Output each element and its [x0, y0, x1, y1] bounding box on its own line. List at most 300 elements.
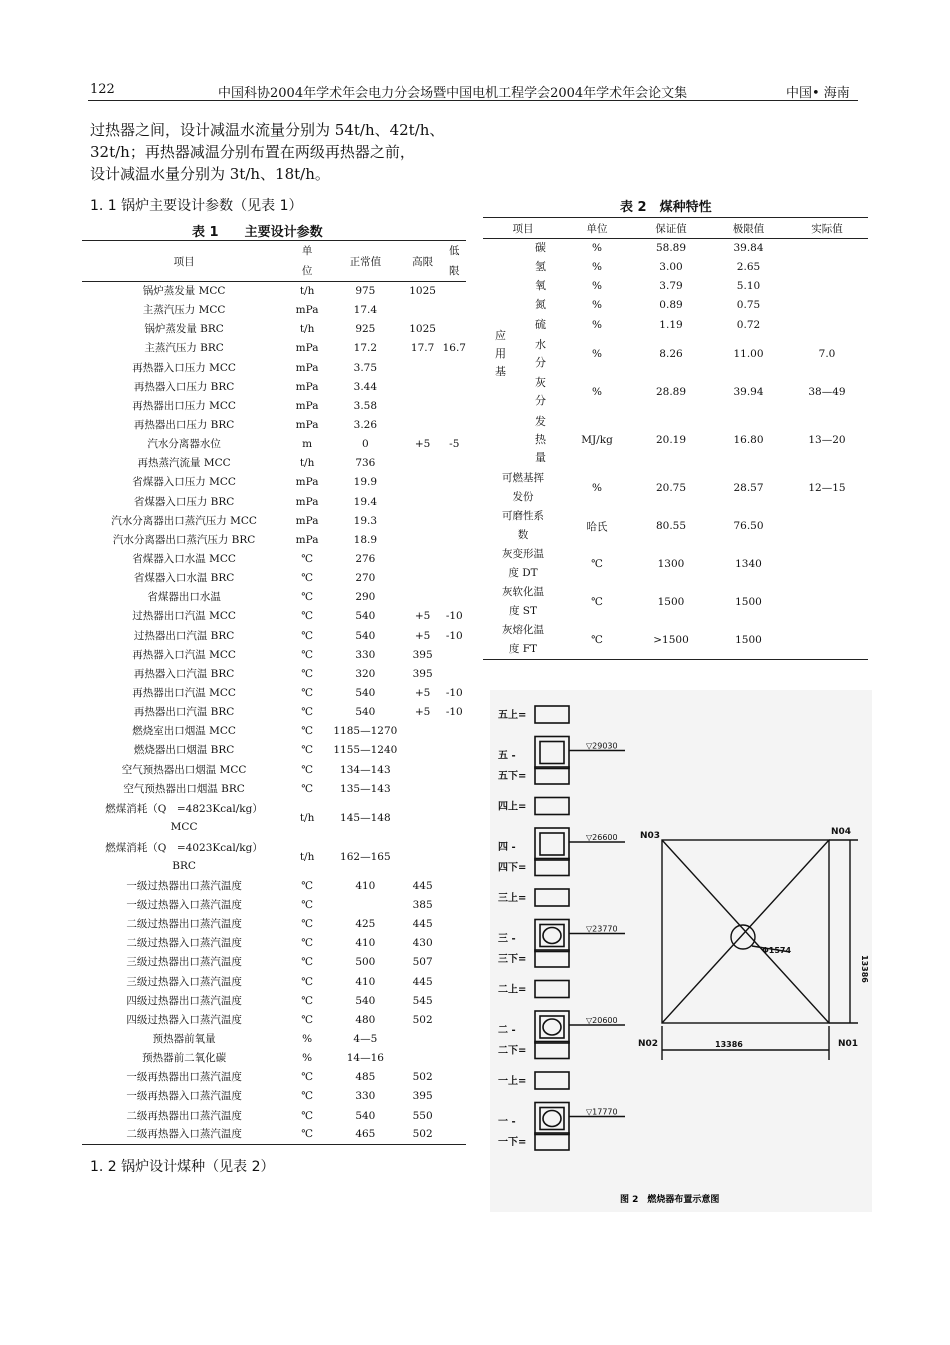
table1-cell-normal: 465 — [355, 1128, 376, 1141]
table1-cell-high — [403, 588, 443, 607]
table2-cell-limit: 1340 — [735, 558, 762, 570]
intro-line: 过热器之间，设计减温水流量分别为 54t/h、42t/h、 — [90, 121, 445, 139]
table1-cell-unit: ℃ — [301, 956, 313, 969]
table1-cell-low — [443, 798, 466, 837]
table1-row — [82, 1106, 466, 1125]
table1-row — [82, 282, 466, 301]
table1-cell-normal: 17.2 — [353, 342, 378, 355]
table1-cell-item: 燃烧室出口烟温 MCC — [132, 725, 236, 738]
table2-cell-sub: 硫 — [535, 318, 546, 331]
elevation-label: ▽20600 — [586, 1016, 618, 1025]
table1-cell-low — [443, 588, 466, 607]
table2-row — [483, 277, 868, 295]
page-number: 122 — [90, 82, 115, 97]
table1-row — [82, 953, 466, 972]
table1-cell-unit: mPa — [295, 380, 319, 393]
table1-cell-item: 主蒸汽压力 MCC — [142, 304, 226, 317]
table1-cell-unit: ℃ — [301, 610, 313, 623]
table1-cell-item: 三级过热器出口蒸汽温度 — [126, 956, 242, 969]
table1-cell-low: -10 — [445, 610, 463, 623]
table1-cell-low — [443, 953, 466, 972]
table1-row — [82, 703, 466, 722]
table1-cell-high: 550 — [412, 1109, 433, 1122]
table1-cell-high: 507 — [412, 956, 433, 969]
table1-cell-unit: ℃ — [301, 879, 313, 892]
table1-row — [82, 760, 466, 779]
table1-cell-normal: 500 — [355, 956, 376, 969]
header-rule — [88, 100, 858, 101]
table1-cell-high — [403, 798, 443, 837]
table1-cell-unit: % — [302, 1052, 313, 1065]
table1-row — [82, 915, 466, 934]
table1-cell-item: 空气预热器出口烟温 MCC — [121, 763, 247, 776]
table1-cell-unit: ℃ — [301, 667, 313, 680]
table1-cell-unit: mPa — [295, 399, 319, 412]
corner-label: N04 — [831, 827, 852, 837]
table1-cell-unit: ℃ — [301, 687, 313, 700]
table1-header-row — [82, 241, 466, 282]
table2-cell-actual: 38—49 — [808, 386, 846, 398]
table1-row — [82, 1029, 466, 1048]
table1-cell-low — [443, 741, 466, 760]
table2-cell-item: 可磨性系 数 — [502, 510, 544, 541]
table1-cell-normal: 290 — [355, 591, 376, 604]
table2-cell-guarantee: 20.19 — [655, 434, 687, 446]
table2-header-unit: 单位 — [563, 218, 631, 239]
table1-cell-normal: 485 — [355, 1071, 376, 1084]
table1-row — [82, 377, 466, 396]
table1-cell-unit: ℃ — [301, 591, 313, 604]
table1-cell-unit: ℃ — [301, 648, 313, 661]
table1-row — [82, 1049, 466, 1068]
table1-cell-normal: 330 — [355, 1090, 376, 1103]
table2-cell-unit: % — [592, 280, 602, 292]
table2-cell-sub: 氮 — [535, 298, 546, 311]
table1-row — [82, 798, 466, 837]
table2-row — [483, 335, 868, 373]
table2-cell-limit: 0.72 — [736, 319, 761, 331]
table1-cell-unit: t/h — [299, 811, 315, 824]
table1-cell-high: +5 — [414, 687, 431, 700]
table1-cell-unit: mPa — [295, 476, 319, 489]
table1-cell-item: 再热器出口汽温 MCC — [132, 687, 236, 700]
table1-cell-high — [403, 473, 443, 492]
table1-cell-low — [443, 722, 466, 741]
table1-cell-low — [443, 396, 466, 415]
table1-cell-item: 预热器前氧量 — [152, 1032, 216, 1045]
table1-cell-high: 395 — [412, 667, 433, 680]
table1-cell-item: 汽水分离器出口蒸汽压力 BRC — [112, 533, 256, 546]
table1-row — [82, 876, 466, 895]
table1-cell-low — [443, 1029, 466, 1048]
table1-cell-item: 四级过热器出口蒸汽温度 — [126, 994, 242, 1007]
width-dimension: 13386 — [715, 1040, 743, 1049]
table1-row — [82, 492, 466, 511]
table1-cell-normal: 540 — [355, 629, 376, 642]
table1-cell-unit: ℃ — [301, 782, 313, 795]
table1-cell-low: 16.7 — [442, 342, 466, 355]
table1-row — [82, 741, 466, 760]
table2-cell-unit: % — [592, 242, 602, 254]
table2-row — [483, 373, 868, 411]
table1-cell-normal: 19.9 — [353, 476, 378, 489]
burner-level-label: 一下= — [498, 1137, 527, 1148]
table1-cell-high: 385 — [412, 899, 433, 911]
table1-cell-item: 省煤器入口水温 BRC — [133, 572, 235, 585]
table1-cell-item: 四级过热器入口蒸汽温度 — [126, 1013, 242, 1026]
table1-cell-item: 省煤器入口压力 BRC — [133, 495, 235, 508]
table1-cell-item: 省煤器入口压力 MCC — [132, 476, 236, 489]
table1-cell-high — [403, 492, 443, 511]
table1-cell-normal: 3.75 — [353, 361, 378, 374]
table1-cell-low — [443, 1010, 466, 1029]
table1-cell-low: -10 — [445, 687, 463, 700]
table1-cell-normal: 3.44 — [353, 380, 378, 393]
table1-cell-low — [443, 1068, 466, 1087]
table1-cell-unit: mPa — [295, 533, 319, 546]
table1-cell-item: 过热器出口汽温 MCC — [132, 610, 236, 623]
table1-cell-low — [443, 282, 466, 301]
table1-cell-normal: 410 — [355, 975, 376, 988]
burner-level-label: 一上= — [498, 1076, 527, 1087]
table1-cell-unit: t/h — [299, 457, 315, 470]
table1-cell-low — [443, 876, 466, 895]
table2-cell-actual — [786, 507, 868, 545]
table1-cell-item: 再热器入口汽温 BRC — [133, 667, 235, 680]
table1-cell-low — [443, 645, 466, 664]
burner-level-label: 二上= — [498, 984, 527, 996]
table1-row — [82, 549, 466, 568]
table1-cell-item: 燃煤消耗（Q =4023Kcal/kg） BRC — [105, 841, 263, 872]
table1-cell-unit: ℃ — [301, 1128, 313, 1141]
table1-cell-unit: ℃ — [301, 725, 313, 738]
table1-cell-item: 二级再热器出口蒸汽温度 — [126, 1109, 242, 1122]
table1-cell-high — [403, 358, 443, 377]
table1-row — [82, 934, 466, 953]
table2-cell-item: 灰软化温 度 ST — [502, 586, 544, 617]
table1-cell-unit: mPa — [295, 361, 319, 374]
table2-cell-actual — [786, 257, 868, 277]
table1-cell-high — [403, 454, 443, 473]
table1-cell-normal: 736 — [355, 457, 376, 470]
journal-location: 中国• 海南 — [786, 86, 850, 101]
table1-cell-low — [443, 415, 466, 434]
table1-cell-high: 395 — [412, 1090, 433, 1103]
table1-cell-high — [403, 1029, 443, 1048]
table1-cell-unit: mPa — [295, 419, 319, 432]
table1-header-high: 高限 — [403, 241, 443, 282]
table2-header-item: 项目 — [483, 218, 563, 239]
table1-cell-normal: 540 — [355, 687, 376, 700]
table1-cell-normal: 14—16 — [346, 1052, 384, 1065]
table1-cell-item: 再热器入口压力 MCC — [132, 361, 236, 374]
table1-cell-normal: 145—148 — [340, 811, 391, 824]
table2-cell-actual — [786, 295, 868, 315]
table1-row — [82, 339, 466, 358]
table1-cell-high — [403, 396, 443, 415]
table1-cell-high — [403, 549, 443, 568]
table2-row — [483, 469, 868, 507]
table1-row — [82, 511, 466, 530]
table1-cell-low — [443, 1087, 466, 1106]
table1-cell-high: 545 — [412, 994, 433, 1007]
table1-cell-item: 预热器前二氧化碳 — [142, 1052, 227, 1065]
table2-cell-actual — [786, 545, 868, 583]
table2-cell-limit: 0.75 — [736, 299, 761, 311]
table1-cell-normal: 19.3 — [353, 514, 378, 527]
table1-cell-normal — [328, 895, 403, 914]
table1-row — [82, 664, 466, 683]
section-heading-1-1: 1. 1 锅炉主要设计参数（见表 1） — [90, 198, 303, 214]
table1-cell-normal: 17.4 — [353, 304, 378, 317]
table1-header-unit: 单 位 — [286, 241, 328, 282]
table1-row — [82, 358, 466, 377]
table2-header-row — [483, 218, 868, 239]
table1-cell-unit: mPa — [295, 514, 319, 527]
table1-cell-unit: ℃ — [301, 1071, 313, 1084]
height-dimension: 13386 — [860, 955, 869, 983]
table1-cell-normal: 19.4 — [353, 495, 378, 508]
table2-cell-unit: ℃ — [591, 634, 603, 646]
table1-row — [82, 991, 466, 1010]
intro-line: 设计减温水量分别为 3t/h、18t/h。 — [90, 165, 330, 183]
table2-cell-sub: 灰 分 — [535, 376, 546, 407]
design-parameters-table — [82, 240, 466, 1145]
table1-cell-item: 二级再热器入口蒸汽温度 — [126, 1128, 242, 1141]
intro-line: 32t/h；再热器减温分别布置在两级再热器之前， — [90, 143, 415, 161]
table1-cell-normal: 540 — [355, 1109, 376, 1122]
table1-cell-low — [443, 991, 466, 1010]
table1-cell-high — [403, 760, 443, 779]
table1-cell-low — [443, 915, 466, 934]
table2-row — [483, 545, 868, 583]
table1-cell-unit: ℃ — [301, 994, 313, 1007]
table1-row — [82, 972, 466, 991]
table1-cell-high — [403, 837, 443, 876]
burner-level-label: 三 - — [498, 933, 516, 945]
table1-cell-item: 二级过热器出口蒸汽温度 — [126, 918, 242, 931]
table1-cell-unit: ℃ — [301, 744, 313, 757]
table1-cell-low — [443, 549, 466, 568]
table1-row — [82, 1010, 466, 1029]
table2-cell-actual: 12—15 — [808, 482, 846, 494]
table1-row — [82, 1087, 466, 1106]
table1-cell-item: 省煤器出口水温 — [147, 591, 221, 604]
table1-cell-item: 锅炉蒸发量 BRC — [144, 323, 224, 336]
table2-cell-guarantee: 1300 — [657, 558, 685, 570]
table2-cell-unit: ℃ — [591, 558, 603, 570]
table1-cell-low — [443, 1049, 466, 1068]
table1-row — [82, 683, 466, 702]
table1-cell-unit: ℃ — [301, 1109, 313, 1122]
table1-cell-high: 395 — [412, 648, 433, 661]
table1-cell-item: 汽水分离器水位 — [147, 438, 221, 451]
elevation-label: ▽29030 — [586, 741, 618, 751]
table2-row — [483, 583, 868, 621]
table1-row — [82, 569, 466, 588]
table1-caption: 表 1 主要设计参数 — [192, 225, 323, 240]
table1-cell-normal: 425 — [355, 918, 376, 931]
table1-cell-low — [443, 664, 466, 683]
table1-cell-low — [443, 837, 466, 876]
table1-cell-low — [443, 320, 466, 339]
table2-cell-unit: % — [592, 299, 602, 311]
table1-cell-low — [443, 511, 466, 530]
burner-level-label: 二 - — [498, 1025, 516, 1036]
table1-cell-high — [403, 415, 443, 434]
burner-level-label: 二下= — [498, 1045, 527, 1057]
table1-cell-item: 过热器出口汽温 BRC — [133, 629, 235, 642]
table1-cell-normal: 4—5 — [353, 1032, 378, 1045]
table1-cell-normal: 3.58 — [353, 399, 378, 412]
table1-cell-item: 一级过热器入口蒸汽温度 — [126, 899, 242, 911]
table1-cell-unit: mPa — [295, 495, 319, 508]
table2-cell-guarantee: 1.19 — [659, 319, 683, 331]
table1-cell-unit: ℃ — [301, 918, 313, 931]
table1-cell-high: 445 — [412, 879, 433, 892]
table2-cell-limit: 39.84 — [733, 242, 764, 254]
table1-row — [82, 1125, 466, 1144]
table2-cell-limit: 11.00 — [733, 348, 764, 360]
table2-cell-guarantee: 0.89 — [659, 299, 683, 311]
table1-row — [82, 645, 466, 664]
table2-row — [483, 411, 868, 469]
table2-cell-guarantee: 3.00 — [659, 261, 683, 273]
table2-row — [483, 239, 868, 258]
corner-label: N01 — [838, 1039, 859, 1049]
table1-cell-normal: 540 — [355, 706, 376, 719]
table2-cell-actual: 7.0 — [818, 348, 836, 360]
table1-cell-item: 省煤器入口水温 MCC — [132, 553, 236, 566]
table2-cell-limit: 28.57 — [733, 482, 764, 494]
table1-cell-normal: 0 — [362, 438, 369, 451]
table2-cell-limit: 16.80 — [733, 434, 764, 446]
table2-cell-limit: 1500 — [735, 596, 762, 608]
table1-cell-normal: 276 — [355, 553, 376, 566]
table2-cell-guarantee: 28.89 — [655, 386, 687, 398]
table2-cell-actual — [786, 583, 868, 621]
intro-paragraph — [90, 119, 444, 185]
table1-cell-high: +5 — [414, 629, 431, 642]
table1-cell-unit: ℃ — [301, 572, 313, 585]
table1-cell-high — [403, 301, 443, 320]
circle-diameter-label: Φ1574 — [762, 946, 792, 955]
journal-title: 中国科协2004年学术年会电力分会场暨中国电机工程学会2004年学术年会论文集 — [218, 86, 688, 101]
table2-cell-unit: % — [592, 386, 602, 398]
table1-cell-low — [443, 454, 466, 473]
table1-cell-unit: ℃ — [301, 706, 313, 719]
table1-cell-low — [443, 569, 466, 588]
table1-cell-item: 再热器出口压力 MCC — [132, 399, 236, 412]
table1-cell-normal: 3.26 — [353, 419, 378, 432]
table1-cell-low — [443, 934, 466, 953]
burner-level-label: 一 - — [498, 1116, 516, 1128]
table1-cell-low — [443, 895, 466, 914]
table2-cell-sub: 碳 — [535, 241, 546, 254]
table1-row — [82, 435, 466, 454]
table1-row — [82, 895, 466, 914]
table1-cell-item: 再热蒸汽流量 MCC — [137, 457, 231, 470]
table1-cell-normal: 1185—1270 — [333, 725, 398, 738]
table1-cell-unit: ℃ — [301, 899, 313, 911]
table2-cell-unit: ℃ — [591, 596, 603, 608]
table1-cell-unit: t/h — [299, 323, 315, 336]
table1-cell-item: 一级再热器入口蒸汽温度 — [126, 1090, 242, 1103]
table1-row — [82, 301, 466, 320]
table1-cell-normal: 410 — [355, 879, 376, 892]
table1-cell-normal: 540 — [355, 610, 376, 623]
table2-cell-unit: % — [592, 482, 602, 494]
table2-cell-unit: 哈氏 — [586, 520, 608, 533]
table1-cell-item: 三级过热器入口蒸汽温度 — [126, 975, 242, 988]
table1-cell-high: 430 — [412, 937, 433, 950]
table2-cell-sub: 水 分 — [535, 338, 546, 369]
corner-label: N02 — [638, 1039, 659, 1049]
table1-cell-item: 再热器出口压力 BRC — [133, 419, 235, 432]
table1-row — [82, 396, 466, 415]
table1-header-low: 低 限 — [443, 241, 466, 282]
burner-level-label: 四上= — [498, 801, 527, 813]
table1-cell-unit: mPa — [295, 304, 319, 317]
table1-cell-low — [443, 301, 466, 320]
table1-cell-unit: % — [302, 1032, 313, 1045]
table2-header-guarantee: 保证值 — [631, 218, 711, 239]
table1-cell-high: +5 — [414, 610, 431, 623]
table2-cell-actual: 13—20 — [808, 434, 846, 446]
table1-row — [82, 722, 466, 741]
table1-cell-low — [443, 530, 466, 549]
table1-cell-item: 一级再热器出口蒸汽温度 — [126, 1071, 242, 1084]
table1-cell-high: +5 — [414, 438, 431, 451]
table1-cell-high: 1025 — [409, 323, 436, 336]
table1-cell-high: 445 — [412, 918, 433, 931]
table1-cell-high: 502 — [412, 1013, 433, 1026]
table1-cell-high: 1025 — [409, 285, 436, 298]
table1-cell-high: 502 — [412, 1071, 433, 1084]
table1-row — [82, 779, 466, 798]
table2-row — [483, 295, 868, 315]
elevation-label: ▽17770 — [586, 1107, 618, 1117]
table2-row — [483, 257, 868, 277]
table2-cell-item: 灰变形温 度 DT — [502, 548, 544, 579]
burner-level-label: 五 - — [498, 750, 516, 762]
table1-row — [82, 588, 466, 607]
table1-cell-unit: ℃ — [301, 629, 313, 642]
burner-level-label: 三上= — [498, 893, 527, 904]
table1-cell-item: 再热器入口压力 BRC — [133, 380, 235, 393]
table1-cell-high — [403, 511, 443, 530]
table2-cell-guarantee: 80.55 — [655, 520, 687, 532]
table1-cell-item: 二级过热器入口蒸汽温度 — [126, 937, 242, 950]
table2-cell-limit: 5.10 — [736, 280, 761, 292]
table1-cell-high: 17.7 — [410, 342, 435, 355]
table1-cell-unit: ℃ — [301, 1090, 313, 1103]
table1-cell-unit: ℃ — [301, 553, 313, 566]
table2-cell-unit: % — [592, 319, 602, 331]
corner-label: N03 — [640, 831, 661, 841]
table1-cell-normal: 975 — [355, 285, 376, 298]
burner-level-label: 五下= — [498, 771, 527, 782]
table1-cell-item: 主蒸汽压力 BRC — [144, 342, 224, 355]
burner-level-label: 五上= — [498, 710, 527, 721]
table1-row — [82, 607, 466, 626]
table1-cell-normal: 925 — [355, 323, 376, 336]
table1-cell-low — [443, 760, 466, 779]
table1-cell-normal: 270 — [355, 572, 376, 585]
table2-cell-limit: 39.94 — [733, 386, 764, 398]
table1-cell-normal: 162—165 — [340, 850, 391, 863]
table1-cell-item: 再热器出口汽温 BRC — [133, 706, 235, 719]
